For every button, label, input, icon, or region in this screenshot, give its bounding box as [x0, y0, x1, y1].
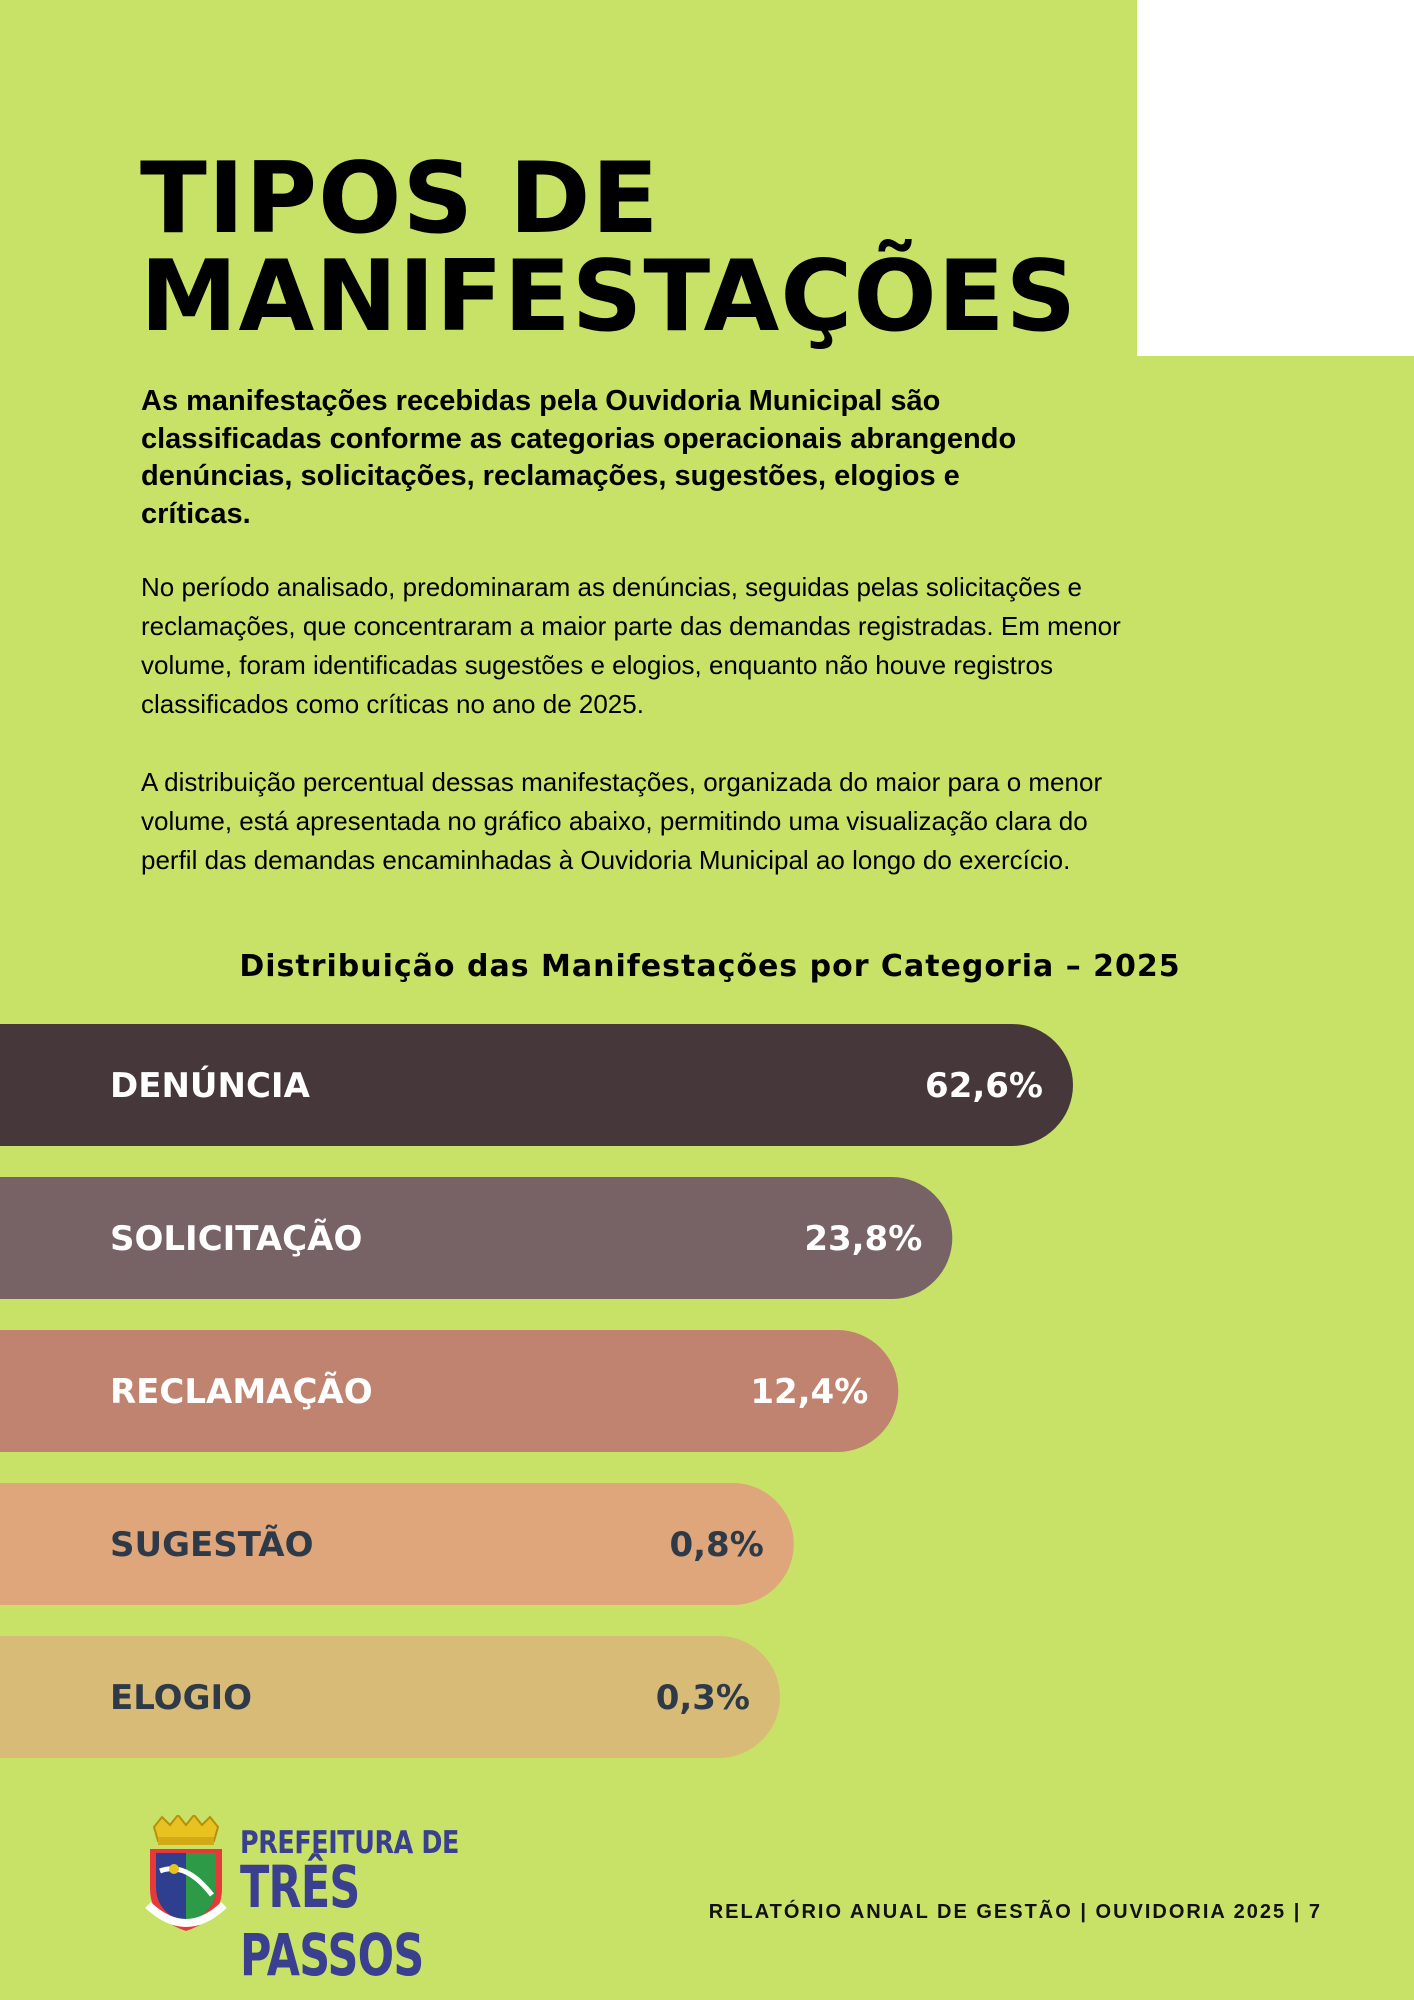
category-label: ELOGIO	[110, 1678, 253, 1718]
category-label: DENÚNCIA	[110, 1066, 310, 1106]
body-paragraph-1: No período analisado, predominaram as denúncias, seguidas pelas solicitações e reclamações, que concentraram a maior parte das demandas registradas. Em menor volume, foram identificadas sugestões e elogios, enquanto não houve registros classificados como críticas no ano de 2025.	[141, 572, 1121, 719]
chart-title: Distribuição das Manifestações por Categoria – 2025	[239, 949, 1181, 984]
value-label: 62,6%	[925, 1066, 1043, 1106]
lead-paragraph: As manifestações recebidas pela Ouvidoria Municipal são classificadas conforme as categorias operacionais abrangendo denúncias, solicitações, reclamações, sugestões, elogios e críticas.	[141, 385, 1017, 530]
coat-of-arms-icon	[140, 1815, 230, 1935]
bar-row-reclamação	[0, 1330, 898, 1452]
logo-text-line2: TRÊS PASSOS	[240, 1853, 424, 1989]
value-label: 12,4%	[750, 1372, 869, 1412]
logo-text-line1: PREFEITURA DE	[240, 1825, 459, 1861]
body-paragraph-2: A distribuição percentual dessas manifestações, organizada do maior para o menor volume, está apresentada no gráfico abaixo, permitindo uma visualização clara do perfil das demandas encaminhadas à Ouvidoria Municipal ao longo do exercício.	[141, 767, 1103, 875]
value-label: 23,8%	[804, 1219, 923, 1259]
page-title	[140, 142, 1100, 354]
footer-report-label: RELATÓRIO ANUAL DE GESTÃO | OUVIDORIA 2025 | 7	[708, 1901, 1322, 1923]
bar-chart	[0, 1010, 1414, 1770]
bar-row-sugestão	[0, 1483, 794, 1605]
category-label: SOLICITAÇÃO	[110, 1219, 363, 1259]
page-title-line2: MANIFESTAÇÕES	[140, 240, 1078, 354]
category-label: RECLAMAÇÃO	[110, 1372, 373, 1412]
value-label: 0,3%	[655, 1678, 750, 1718]
value-label: 0,8%	[669, 1525, 764, 1565]
municipal-logo	[140, 1815, 560, 1989]
corner-block	[1137, 0, 1414, 356]
category-label: SUGESTÃO	[110, 1525, 314, 1565]
page-title-line1: TIPOS DE	[140, 142, 660, 256]
bar-row-solicitação	[0, 1177, 952, 1299]
bar-row-denúncia	[0, 1024, 1073, 1146]
bar-row-elogio	[0, 1636, 780, 1758]
